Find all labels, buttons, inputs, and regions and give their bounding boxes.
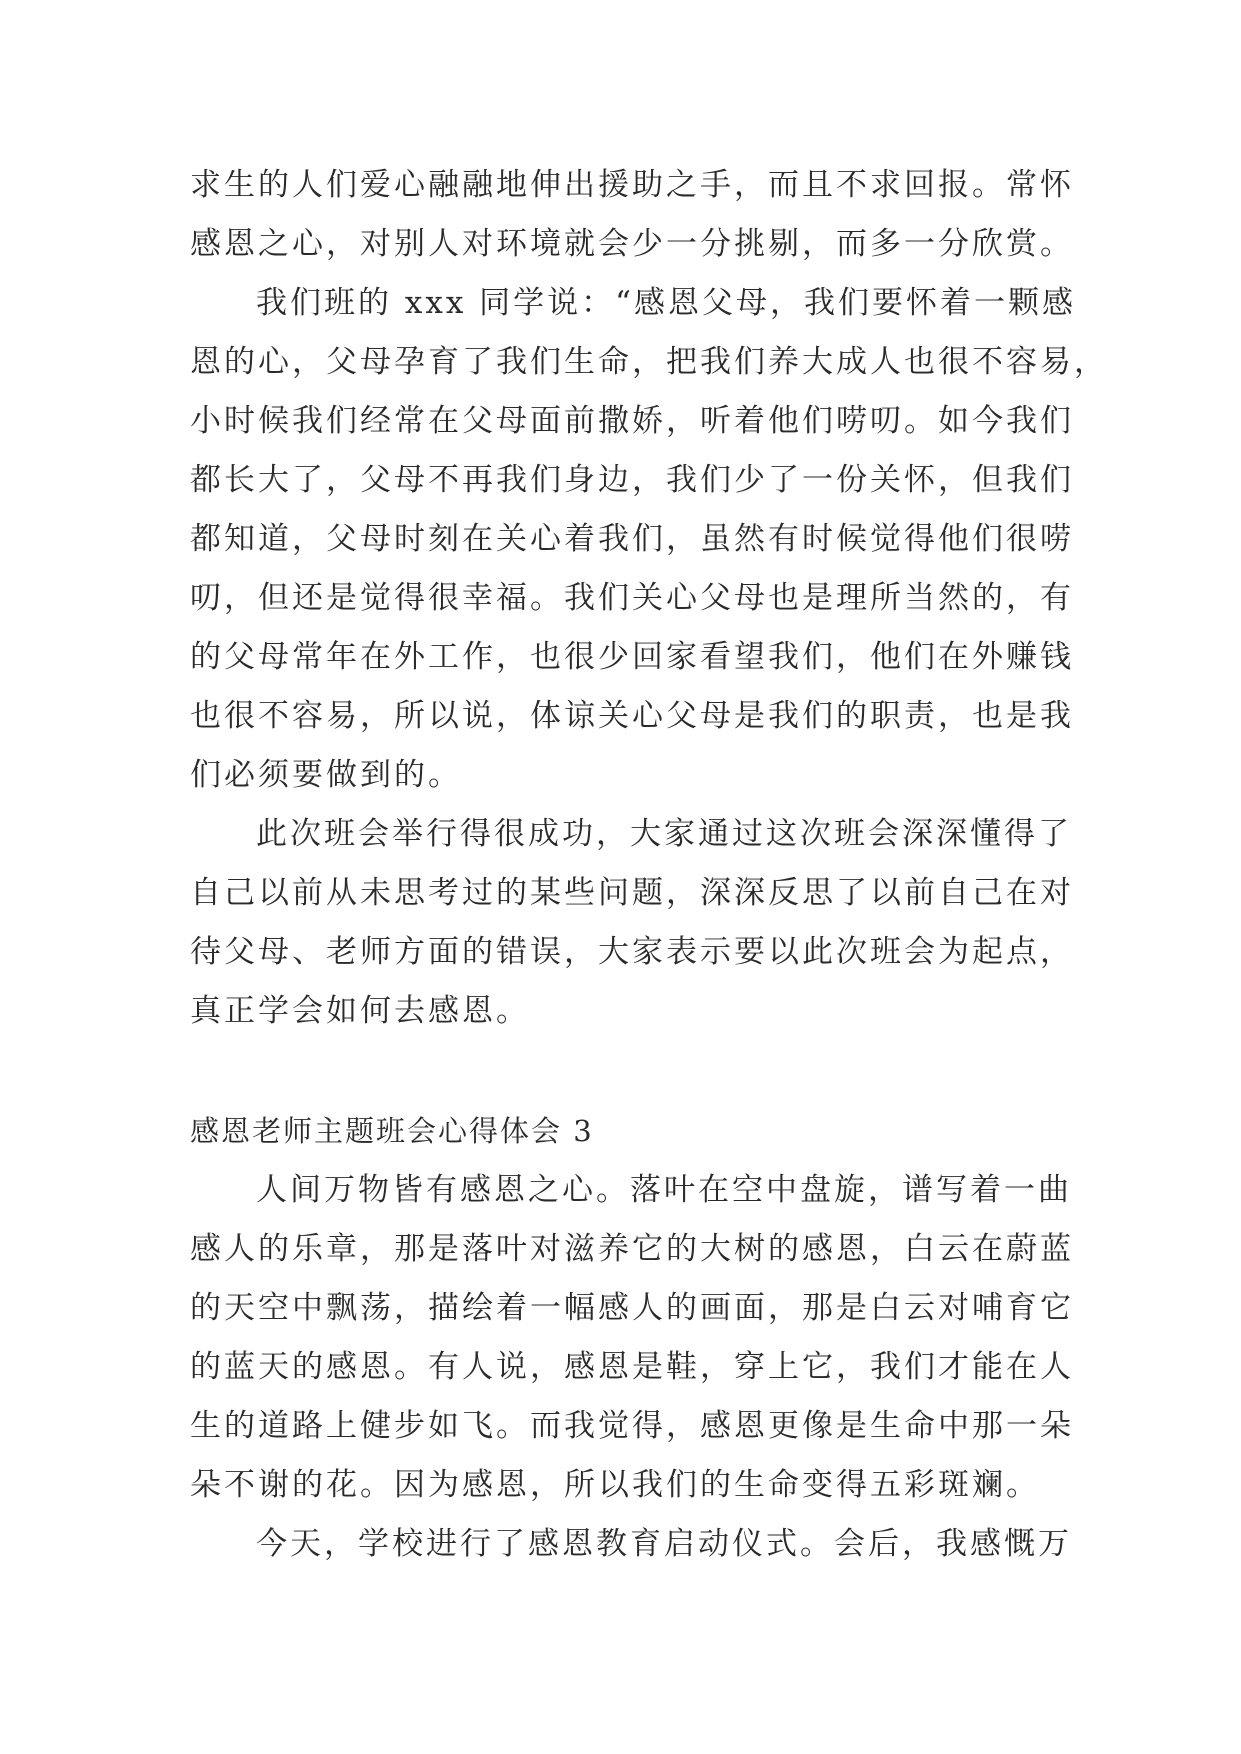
paragraph-4-line-5: 生的道路上健步如飞。而我觉得，感恩更像是生命中那一朵 bbox=[190, 1408, 1074, 1444]
paragraph-4-line-3: 的天空中飘荡，描绘着一幅感人的画面，那是白云对哺育它 bbox=[190, 1290, 1074, 1326]
paragraph-3-line-2: 自己以前从未思考过的某些问题，深深反思了以前自己在对 bbox=[190, 875, 1074, 911]
paragraph-5-line-1: 今天，学校进行了感恩教育启动仪式。会后，我感慨万 bbox=[256, 1526, 1072, 1562]
paragraph-3-line-1: 此次班会举行得很成功，大家通过这次班会深深懂得了 bbox=[256, 816, 1072, 852]
paragraph-2-line-4: 都长大了，父母不再我们身边，我们少了一份关怀，但我们 bbox=[190, 462, 1074, 498]
section-heading: 感恩老师主题班会心得体会 3 bbox=[190, 1114, 594, 1148]
paragraph-1-line-1: 求生的人们爱心融融地伸出援助之手，而且不求回报。常怀 bbox=[190, 167, 1074, 203]
paragraph-2-line-7: 的父母常年在外工作，也很少回家看望我们，他们在外赚钱 bbox=[190, 639, 1074, 675]
paragraph-2-line-5: 都知道，父母时刻在关心着我们，虽然有时候觉得他们很唠 bbox=[190, 521, 1074, 557]
paragraph-4-line-1: 人间万物皆有感恩之心。落叶在空中盘旋，谱写着一曲 bbox=[256, 1172, 1072, 1208]
paragraph-2-line-9: 们必须要做到的。 bbox=[190, 757, 462, 793]
paragraph-4-line-2: 感人的乐章，那是落叶对滋养它的大树的感恩，白云在蔚蓝 bbox=[190, 1231, 1074, 1267]
paragraph-1-line-2: 感恩之心，对别人对环境就会少一分挑剔，而多一分欣赏。 bbox=[190, 226, 1074, 262]
paragraph-3-line-3: 待父母、老师方面的错误，大家表示要以此次班会为起点， bbox=[190, 934, 1074, 970]
paragraph-2-line-8: 也很不容易，所以说，体谅关心父母是我们的职责，也是我 bbox=[190, 698, 1074, 734]
paragraph-4-line-6: 朵不谢的花。因为感恩，所以我们的生命变得五彩斑斓。 bbox=[190, 1467, 1040, 1503]
paragraph-2-line-6: 叨，但还是觉得很幸福。我们关心父母也是理所当然的，有 bbox=[190, 580, 1074, 616]
paragraph-3-line-4: 真正学会如何去感恩。 bbox=[190, 993, 530, 1029]
paragraph-2-line-3: 小时候我们经常在父母面前撒娇，听着他们唠叨。如今我们 bbox=[190, 403, 1074, 439]
paragraph-2-line-2: 恩的心，父母孕育了我们生命，把我们养大成人也很不容易， bbox=[190, 344, 1108, 380]
paragraph-4-line-4: 的蓝天的感恩。有人说，感恩是鞋，穿上它，我们才能在人 bbox=[190, 1349, 1074, 1385]
paragraph-2-line-1: 我们班的 xxx 同学说：“感恩父母，我们要怀着一颗感 bbox=[256, 285, 1077, 321]
